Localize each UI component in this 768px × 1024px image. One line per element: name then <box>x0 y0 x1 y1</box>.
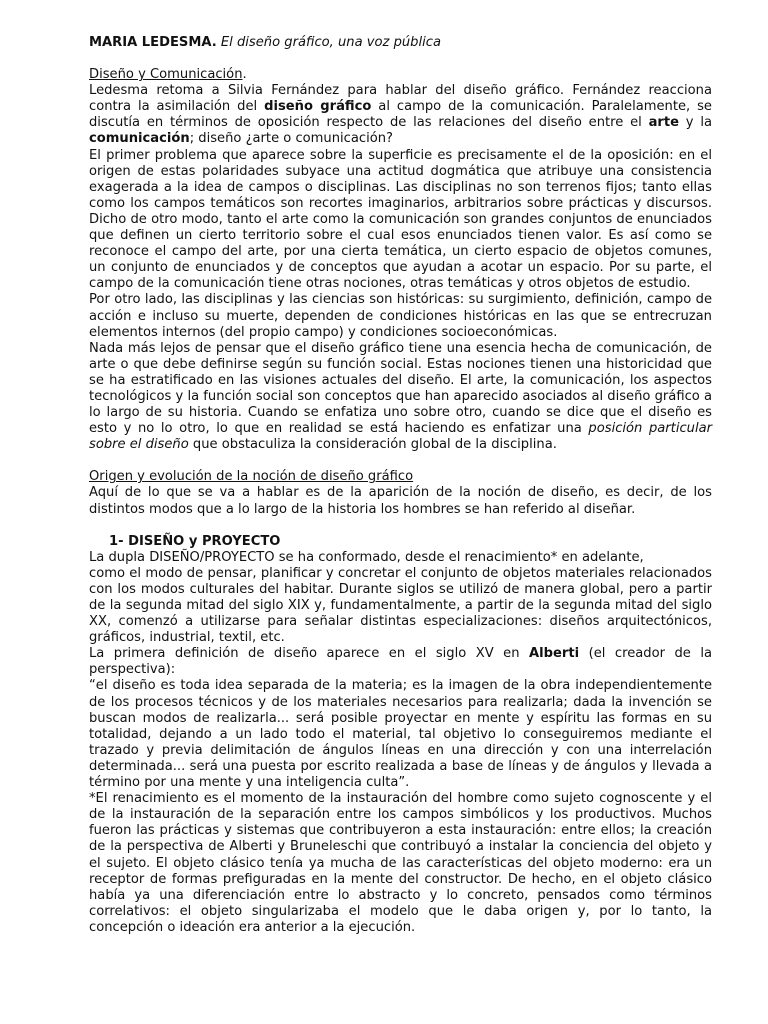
work-title: El diseño gráfico, una voz pública <box>220 35 441 50</box>
document-title <box>89 35 712 51</box>
section-heading-origen <box>89 469 712 485</box>
italic-phrase: posición particular sobre el diseño <box>89 421 712 453</box>
text-run: (el creador de la perspectiva): <box>89 646 712 678</box>
text-run: al campo de la comunicación. Paralelamente, se discutía en términos de oposición respecto de las relaciones del diseño entre el <box>89 99 712 131</box>
spacer <box>89 518 712 534</box>
paragraph-line: La dupla DISEÑO/PROYECTO se ha conformado, desde el renacimiento* en adelante, <box>89 549 644 565</box>
text-run: Nada más lejos de pensar que el diseño gráfico tiene una esencia hecha de comunicación, de arte o que debe definirse según su función social. Estas nociones tienen una historicidad que se ha estratificado en las visiones actuales del diseño. El arte, la comunicación, los aspectos tecnológicos y la función social son conceptos que han aparecido asociados al diseño gráfico a lo largo de su historia. Cuando se enfatiza uno sobre otro, cuando se dice que el diseño es esto y no lo otro, lo que en realidad se está haciendo es enfatizar una <box>89 340 712 437</box>
section-heading-diseno-proyecto: 1- DISEÑO y PROYECTO <box>109 533 281 549</box>
bold-term: Alberti <box>529 646 580 662</box>
paragraph <box>89 83 712 147</box>
text-run: ; diseño ¿arte o comunicación? <box>189 131 393 147</box>
text-run: Ledesma retoma a Silvia Fernández para hablar del diseño gráfico. Fernández reacciona contra la asimilación del <box>89 83 712 115</box>
footnote-paragraph: *El renacimiento es el momento de la instauración del hombre como sujeto cognoscente y el de la instauración de la separación entre los campos simbólicos y los productivos. Muchos fueron las prácticas y sistemas que contribuyeron a esta instauración: entre ellos; la creación de la perspectiva de Alberti y Bruneleschi que contribuyó a instalar la conciencia del objeto y el sujeto. El objeto clásico tenía ya mucha de las características del objeto moderno: era un receptor de formas prefiguradas en la mente del constructor. De hecho, en el objeto clásico había ya una diferenciación entre lo abstracto y lo concreto, pensados como términos correlativos: el objeto singularizaba el modelo que le daba origen y, por lo tanto, la concepción o ideación era anterior a la ejecución. <box>89 791 712 935</box>
paragraph: Por otro lado, las disciplinas y las ciencias son históricas: su surgimiento, definición, campo de acción e incluso su muerte, dependen de condiciones históricas en las que se entrecruzan elementos internos (del propio campo) y condiciones socioeconómicas. <box>89 292 712 340</box>
text-run: y la <box>679 115 712 131</box>
author-name: MARIA LEDESMA. <box>89 35 217 50</box>
paragraph: Aquí de lo que se va a hablar es de la aparición de la noción de diseño, es decir, de los distintos modos que a lo largo de la historia los hombres se han referido al diseñar. <box>89 485 712 517</box>
paragraph: como el modo de pensar, planificar y concretar el conjunto de objetos materiales relacionados con los modos culturales del habitar. Durante siglos se utilizó de manera global, pero a partir de la segunda mitad del siglo XIX y, fundamentalmente, a partir de la segunda mitad del siglo XX, comenzó a utilizarse para señalar distintas especializaciones: diseños arquitectónicos, gráficos, industrial, textil, etc. <box>89 565 712 646</box>
section-heading-text: Diseño y Comunicación <box>89 67 243 83</box>
bold-term: diseño gráfico <box>264 99 372 115</box>
section-heading-diseno-comunicacion <box>89 67 712 83</box>
heading-period: . <box>242 67 247 83</box>
bold-term: comunicación <box>89 131 190 147</box>
text-run: La primera definición de diseño aparece en el siglo XV en <box>89 646 530 662</box>
spacer <box>89 453 712 469</box>
bold-term: arte <box>648 115 680 131</box>
quote-paragraph: “el diseño es toda idea separada de la materia; es la imagen de la obra independientemente de los procesos técnicos y de los materiales necesarios para realizarla; dada la invención se buscan modos de realizarla... será posible proyectar en mente y espíritu las formas en su totalidad, dejando a un lado todo el material, tal objetivo lo conseguiremos mediante el trazado y previa delimitación de ángulos líneas en una dirección y con una interrelación determinada... será una puesta por escrito realizada a base de líneas y de ángulos y llevada a término por una mente y una inteligencia culta”. <box>89 678 712 791</box>
paragraph <box>89 646 712 678</box>
section-heading-text: Origen y evolución de la noción de diseño gráfico <box>89 469 414 485</box>
paragraph <box>89 341 712 454</box>
text-run: que obstaculiza la consideración global de la disciplina. <box>188 437 557 453</box>
paragraph: El primer problema que aparece sobre la superficie es precisamente el de la oposición: en el origen de estas polaridades subyace una actitud dogmática que atribuye una consistencia exagerada a la idea de campos o disciplinas. Las disciplinas no son terrenos fijos; tanto ellas como los campos temáticos son recortes imaginarios, arbitrarios sobre prácticas y discursos. Dicho de otro modo, tanto el arte como la comunicación son grandes conjuntos de enunciados que definen un cierto territorio sobre el cual esos enunciados tienen valor. Es así como se reconoce el campo del arte, por una cierta temática, un cierto espacio de objetos comunes, un conjunto de enunciados y de conceptos que ayudan a acotar un espacio. Por su parte, el campo de la comunicación tiene otras nociones, otras temáticas y otros objetos de estudio. <box>89 147 712 292</box>
